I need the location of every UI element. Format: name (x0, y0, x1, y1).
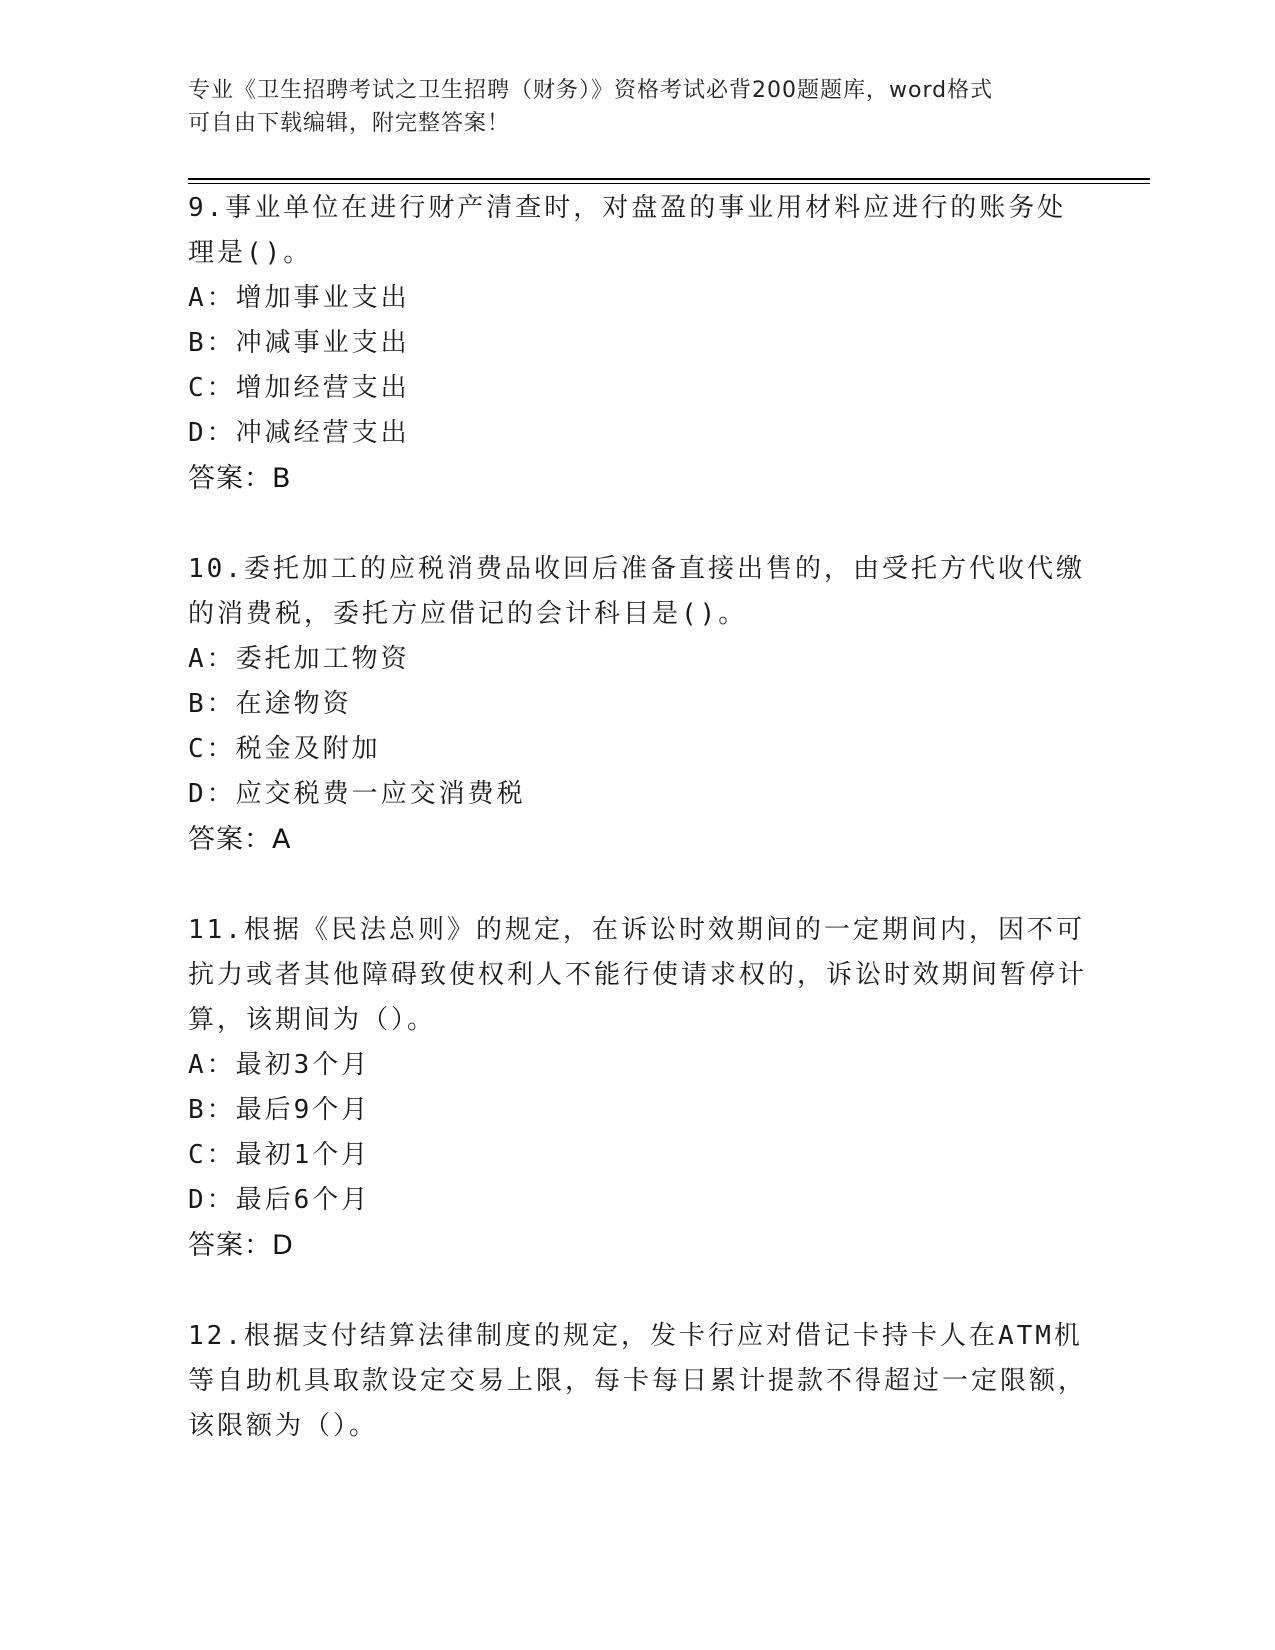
option-a: A：最初3个月 (188, 1050, 371, 1080)
question-stem: 9.事业单位在进行财产清查时，对盘盈的事业用材料应进行的账务处理是()。 (188, 193, 1067, 268)
option-d: D：冲减经营支出 (188, 418, 410, 448)
question-stem: 12.根据支付结算法律制度的规定，发卡行应对借记卡持卡人在ATM机等自助机具取款设定交易上限，每卡每日累计提款不得超过一定限额，该限额为（）。 (188, 1321, 1088, 1441)
question-10 (188, 547, 1088, 862)
answer-line: 答案：D (188, 1230, 294, 1261)
option-c: C：增加经营支出 (188, 373, 410, 403)
question-stem: 10.委托加工的应税消费品收回后准备直接出售的，由受托方代收代缴的消费税，委托方应借记的会计科目是()。 (188, 554, 1085, 629)
option-c: C：最初1个月 (188, 1140, 371, 1170)
question-11 (188, 908, 1088, 1268)
option-b: B：冲减事业支出 (188, 328, 410, 358)
document-header (188, 74, 1068, 140)
question-list (188, 186, 1088, 1495)
option-a: A：委托加工物资 (188, 644, 410, 674)
option-d: D：应交税费一应交消费税 (188, 779, 526, 809)
question-9 (188, 186, 1088, 501)
header-line-2: 可自由下载编辑，附完整答案！ (188, 111, 511, 136)
question-12 (188, 1314, 1088, 1449)
option-b: B：在途物资 (188, 689, 352, 719)
option-b: B：最后9个月 (188, 1095, 371, 1125)
header-divider-thin (188, 183, 1150, 184)
option-a: A：增加事业支出 (188, 283, 410, 313)
answer-line: 答案：B (188, 463, 292, 494)
question-stem: 11.根据《民法总则》的规定，在诉讼时效期间的一定期间内，因不可抗力或者其他障碍致使权利人不能行使请求权的，诉讼时效期间暂停计算，该期间为（）。 (188, 915, 1088, 1035)
option-d: D：最后6个月 (188, 1185, 371, 1215)
answer-line: 答案：A (188, 824, 292, 855)
header-line-1: 专业《卫生招聘考试之卫生招聘（财务）》资格考试必背200题题库，word格式 (188, 78, 994, 103)
header-divider-thick (188, 178, 1150, 180)
option-c: C：税金及附加 (188, 734, 381, 764)
